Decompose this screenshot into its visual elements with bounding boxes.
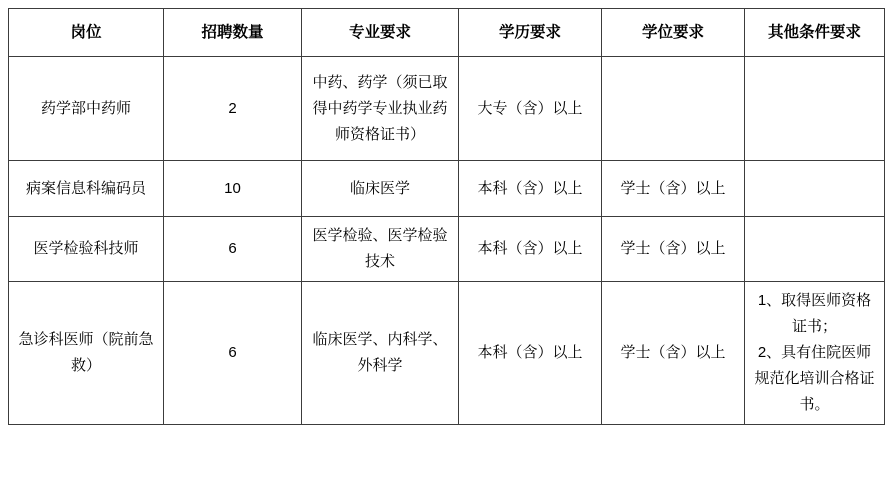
cell-other bbox=[745, 161, 885, 217]
cell-position: 病案信息科编码员 bbox=[9, 161, 164, 217]
cell-education: 本科（含）以上 bbox=[459, 217, 602, 282]
table-header-row bbox=[9, 9, 885, 57]
column-header-education: 学历要求 bbox=[459, 9, 602, 57]
cell-major: 临床医学 bbox=[302, 161, 459, 217]
cell-count: 6 bbox=[164, 217, 302, 282]
cell-other: 1、取得医师资格证书； 2、具有住院医师规范化培训合格证书。 bbox=[745, 282, 885, 425]
column-header-degree: 学位要求 bbox=[602, 9, 745, 57]
cell-degree: 学士（含）以上 bbox=[602, 217, 745, 282]
table-row bbox=[9, 282, 885, 425]
cell-other bbox=[745, 217, 885, 282]
table-row bbox=[9, 57, 885, 161]
table-row bbox=[9, 217, 885, 282]
cell-count: 10 bbox=[164, 161, 302, 217]
cell-count: 2 bbox=[164, 57, 302, 161]
cell-degree bbox=[602, 57, 745, 161]
cell-major: 临床医学、内科学、外科学 bbox=[302, 282, 459, 425]
column-header-count: 招聘数量 bbox=[164, 9, 302, 57]
cell-other bbox=[745, 57, 885, 161]
recruitment-table bbox=[8, 8, 885, 425]
cell-position: 急诊科医师（院前急救） bbox=[9, 282, 164, 425]
cell-count: 6 bbox=[164, 282, 302, 425]
cell-education: 本科（含）以上 bbox=[459, 161, 602, 217]
cell-major: 中药、药学（须已取得中药学专业执业药师资格证书） bbox=[302, 57, 459, 161]
cell-position: 医学检验科技师 bbox=[9, 217, 164, 282]
cell-education: 本科（含）以上 bbox=[459, 282, 602, 425]
cell-degree: 学士（含）以上 bbox=[602, 282, 745, 425]
column-header-other: 其他条件要求 bbox=[745, 9, 885, 57]
column-header-major: 专业要求 bbox=[302, 9, 459, 57]
cell-position: 药学部中药师 bbox=[9, 57, 164, 161]
cell-major: 医学检验、医学检验技术 bbox=[302, 217, 459, 282]
cell-education: 大专（含）以上 bbox=[459, 57, 602, 161]
table-row bbox=[9, 161, 885, 217]
cell-degree: 学士（含）以上 bbox=[602, 161, 745, 217]
column-header-position: 岗位 bbox=[9, 9, 164, 57]
